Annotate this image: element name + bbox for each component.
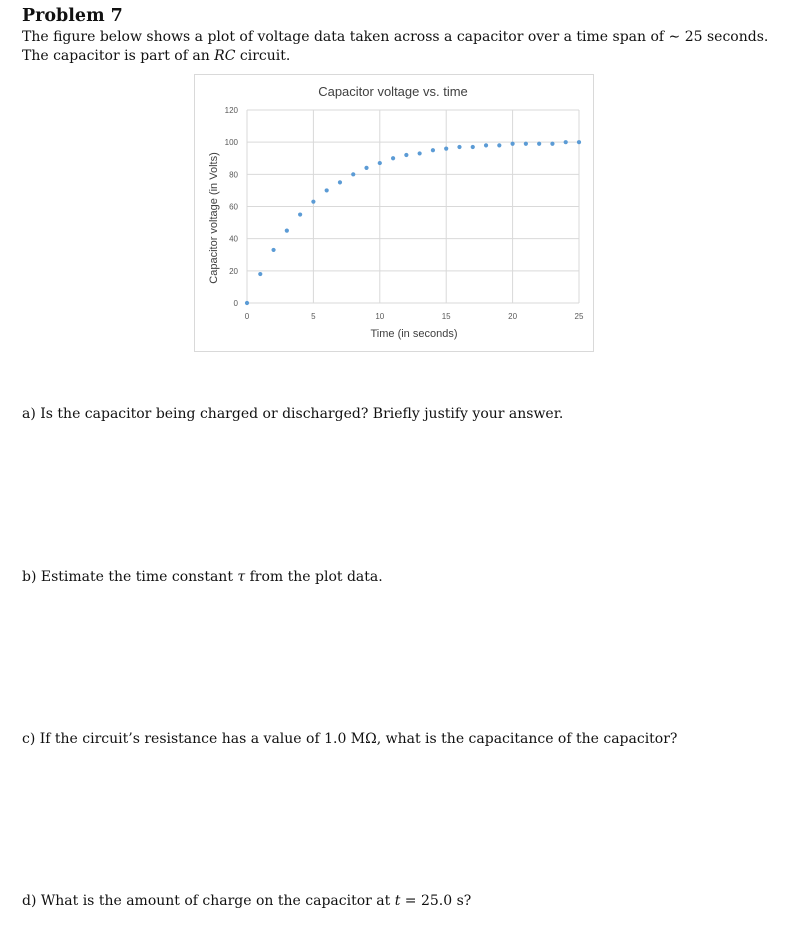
data-point bbox=[378, 161, 382, 165]
question-d-post: = 25.0 s? bbox=[400, 893, 472, 909]
data-point bbox=[391, 156, 395, 160]
y-tick-label: 0 bbox=[233, 299, 238, 308]
data-point bbox=[511, 142, 515, 146]
data-point bbox=[404, 153, 408, 157]
voltage-chart bbox=[194, 74, 594, 352]
y-tick-label: 120 bbox=[224, 106, 238, 115]
problem-title: Problem 7 bbox=[22, 6, 123, 26]
data-point bbox=[351, 172, 355, 176]
data-point bbox=[298, 212, 302, 216]
t-symbol: t bbox=[394, 893, 401, 909]
x-tick-label: 0 bbox=[244, 312, 250, 321]
data-point bbox=[537, 142, 541, 146]
tau-symbol: τ bbox=[237, 569, 246, 585]
data-point bbox=[484, 143, 488, 147]
y-axis-label: Capacitor voltage (in Volts) bbox=[208, 152, 220, 284]
x-tick-label: 10 bbox=[375, 312, 385, 321]
question-d bbox=[22, 893, 471, 909]
data-point bbox=[524, 142, 528, 146]
data-point bbox=[457, 145, 461, 149]
x-tick-label: 5 bbox=[311, 312, 316, 321]
y-tick-label: 20 bbox=[229, 266, 238, 276]
data-point bbox=[497, 143, 501, 147]
question-b bbox=[22, 569, 383, 585]
problem-intro bbox=[22, 28, 792, 66]
question-b-pre: b) Estimate the time constant bbox=[22, 569, 238, 585]
data-point bbox=[325, 188, 329, 192]
question-c: c) If the circuit’s resistance has a value of 1.0 MΩ, what is the capacitance of the capacitor? bbox=[22, 731, 678, 747]
question-d-pre: d) What is the amount of charge on the capacitor at bbox=[22, 893, 395, 909]
x-tick-label: 20 bbox=[508, 312, 518, 321]
question-b-post: from the plot data. bbox=[245, 569, 383, 585]
question-a: a) Is the capacitor being charged or discharged? Briefly justify your answer. bbox=[22, 406, 564, 422]
data-point bbox=[258, 272, 262, 276]
y-tick-label: 60 bbox=[229, 202, 238, 212]
y-tick-label: 100 bbox=[224, 138, 238, 148]
data-point bbox=[271, 248, 275, 252]
data-point bbox=[577, 140, 581, 144]
data-point bbox=[564, 140, 568, 144]
data-point bbox=[338, 180, 342, 184]
chart-title: Capacitor voltage vs. time bbox=[318, 84, 468, 99]
y-tick-label: 80 bbox=[229, 170, 238, 180]
data-point bbox=[418, 151, 422, 155]
data-point bbox=[444, 147, 448, 151]
x-tick-label: 25 bbox=[574, 312, 584, 321]
intro-line-1: The figure below shows a plot of voltage data taken across a capacitor over a time span of ∼ 25 seconds. bbox=[22, 29, 769, 45]
data-point bbox=[364, 166, 368, 170]
data-point bbox=[311, 200, 315, 204]
x-tick-label: 15 bbox=[441, 312, 451, 321]
data-points bbox=[245, 140, 581, 305]
data-point bbox=[245, 301, 249, 305]
data-point bbox=[550, 142, 554, 146]
y-tick-label: 40 bbox=[229, 234, 238, 244]
grid-lines bbox=[247, 110, 579, 303]
intro-rc: RC bbox=[214, 48, 236, 64]
tick-labels bbox=[225, 106, 584, 321]
x-axis-label: Time (in seconds) bbox=[370, 328, 458, 340]
chart-svg bbox=[195, 75, 593, 351]
data-point bbox=[471, 145, 475, 149]
data-point bbox=[285, 229, 289, 233]
intro-line-2-post: circuit. bbox=[235, 48, 291, 64]
intro-line-2-pre: The capacitor is part of an bbox=[22, 48, 215, 64]
data-point bbox=[431, 148, 435, 152]
